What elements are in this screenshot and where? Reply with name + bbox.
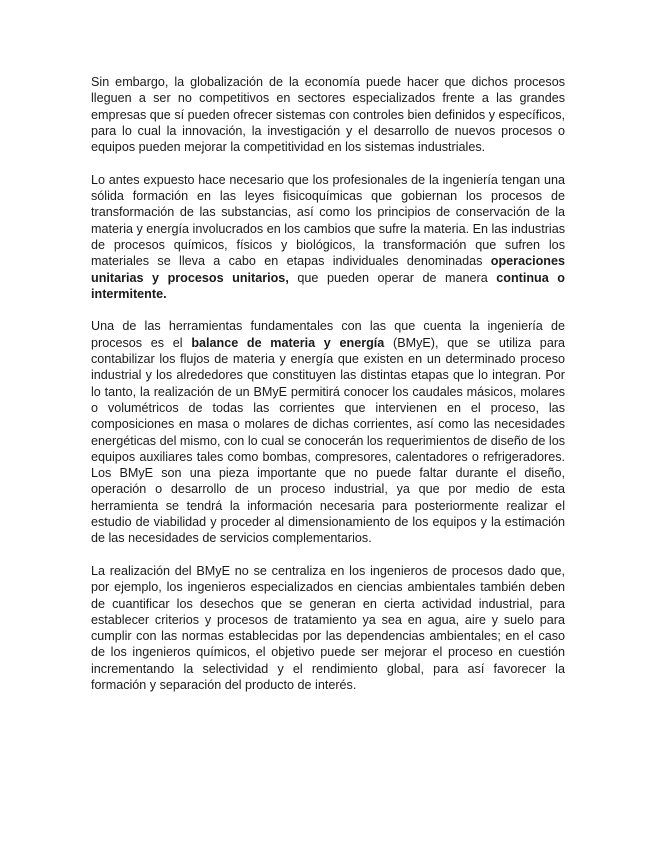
paragraph-text: Una de las herramientas fundamentales con las que cuenta la ingeniería de procesos es el (91, 319, 565, 350)
bold-term-continua: continua o intermitente. (91, 270, 565, 301)
paragraph-formacion (91, 172, 565, 302)
paragraph-bmye (91, 318, 565, 546)
paragraph-realizacion (91, 563, 565, 693)
bold-term-balance: balance de materia y energía (191, 335, 385, 350)
paragraph-text: que pueden operar de manera (288, 270, 497, 285)
document-body (91, 74, 565, 710)
paragraph-text: La realización del BMyE no se centraliza en los ingenieros de procesos dado que, por ejemplo, los ingenieros especializados en ciencias ambientales también deben de cuantificar los desechos que se generan en cierta actividad industrial, para establecer criterios y procesos de tratamiento ya sea en agua, aire y suelo para cumplir con las normas establecidas por las dependencias ambientales; en el caso de los ingenieros químicos, el objetivo puede ser mejorar el proceso en cuestión incrementando la selectividad y el rendimiento global, para así favorecer la formación y separación del producto de interés. (91, 563, 565, 692)
paragraph-globalizacion (91, 74, 565, 155)
paragraph-text: (BMyE), que se utiliza para contabilizar los flujos de materia y energía que existen en un determinado proceso industrial y los alrededores que constituyen las distintas etapas que lo integran. Por lo tanto, la realización de un BMyE permitirá conocer los caudales másicos, molares o volumétricos de todas las corrientes que intervienen en el proceso, las composiciones en masa o molares de dichas corrientes, así como las necesidades energéticas del mismo, con lo cual se conocerán los requerimientos de diseño de los equipos auxiliares tales como bombas, compresores, calentadores o refrigeradores. Los BMyE son una pieza importante que no puede faltar durante el diseño, operación o desarrollo de un proceso industrial, ya que por medio de esta herramienta se tendrá la información necesaria para posteriormente realizar el estudio de viabilidad y proceder al dimensionamiento de los equipos y la estimación de las necesidades de servicios complementarios. (91, 335, 566, 546)
paragraph-text: Lo antes expuesto hace necesario que los profesionales de la ingeniería tengan una sólida formación en las leyes fisicoquímicas que gobiernan los procesos de transformación de las substancias, así como los principios de conservación de la materia y energía involucrados en los cambios que sufre la materia. En las industrias de procesos químicos, físicos y biológicos, la transformación que sufren los materiales se lleva a cabo en etapas individuales denominadas (91, 172, 565, 269)
paragraph-text: Sin embargo, la globalización de la economía puede hacer que dichos procesos lleguen a ser no competitivos en sectores especializados frente a las grandes empresas que sí pueden ofrecer sistemas con controles bien definidos y específicos, para lo cual la innovación, la investigación y el desarrollo de nuevos procesos o equipos pueden mejorar la competitividad en los sistemas industriales. (91, 75, 565, 155)
bold-term-operaciones: operaciones unitarias y procesos unitarios, (91, 254, 565, 285)
